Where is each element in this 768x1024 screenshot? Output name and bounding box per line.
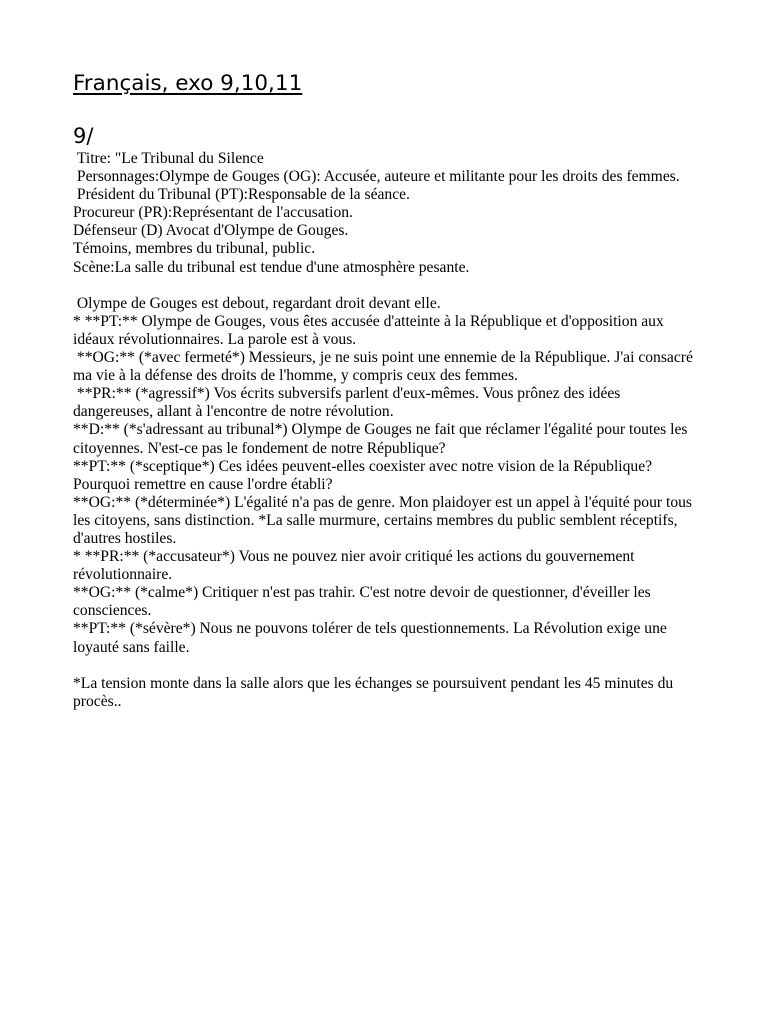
scene-text <box>73 150 703 711</box>
text-line: Titre: "Le Tribunal du Silence <box>73 150 264 167</box>
text-line: Scène:La salle du tribunal est tendue d'une atmosphère pesante. <box>73 258 470 276</box>
text-line: **PT:** (*sévère*) Nous ne pouvons tolérer de tels questionnements. La Révolution exige une loyauté sans faille. <box>73 620 671 656</box>
text-line: * **PT:** Olympe de Gouges, vous êtes accusée d'atteinte à la République et d'opposition aux idéaux révolutionnaires. La parole est à vous. <box>73 312 668 348</box>
text-line: Président du Tribunal (PT):Responsable de la séance. <box>73 186 410 204</box>
text-line: **OG:** (*avec fermeté*) Messieurs, je ne suis point une ennemie de la République. J'ai consacré ma vie à la défense des droits de l'homme, y compris ceux des femmes. <box>73 349 697 385</box>
document-title: Français, exo 9,10,11 <box>73 71 303 96</box>
text-line: * **PR:** (*accusateur*) Vous ne pouvez nier avoir critiqué les actions du gouvernement révolutionnaire. <box>73 548 639 584</box>
text-line: **OG:** (*calme*) Critiquer n'est pas trahir. C'est notre devoir de questionner, d'éveiller les consciences. <box>73 584 655 620</box>
text-line: Personnages:Olympe de Gouges (OG): Accusée, auteure et militante pour les droits des femmes. <box>73 168 680 186</box>
text-line: Défenseur (D) Avocat d'Olympe de Gouges. <box>73 222 349 240</box>
text-line: **PR:** (*agressif*) Vos écrits subversifs parlent d'eux-mêmes. Vous prônez des idées dangereuses, allant à l'encontre de notre révolution. <box>73 385 625 421</box>
blank-line <box>73 277 703 295</box>
blank-line <box>73 657 703 675</box>
text-line: Procureur (PR):Représentant de l'accusation. <box>73 204 353 222</box>
text-line: **D:** (*s'adressant au tribunal*) Olympe de Gouges ne fait que réclamer l'égalité pour toutes les citoyennes. N'est-ce pas le fondement de notre République? <box>73 421 692 457</box>
text-line: *La tension monte dans la salle alors que les échanges se poursuivent pendant les 45 minutes du procès.. <box>73 674 678 710</box>
text-line: Témoins, membres du tribunal, public. <box>73 240 316 258</box>
section-heading: 9/ <box>73 124 94 148</box>
text-line: Olympe de Gouges est debout, regardant droit devant elle. <box>73 294 441 312</box>
text-line: **PT:** (*sceptique*) Ces idées peuvent-elles coexister avec notre vision de la République? Pourquoi remettre en cause l'ordre établi? <box>73 457 656 493</box>
document-page <box>73 68 703 711</box>
text-line: **OG:** (*déterminée*) L'égalité n'a pas de genre. Mon plaidoyer est un appel à l'équité pour tous les citoyens, sans distinction. *La salle murmure, certains membres du public semblent réceptifs, d'autres hostiles. <box>73 493 696 547</box>
